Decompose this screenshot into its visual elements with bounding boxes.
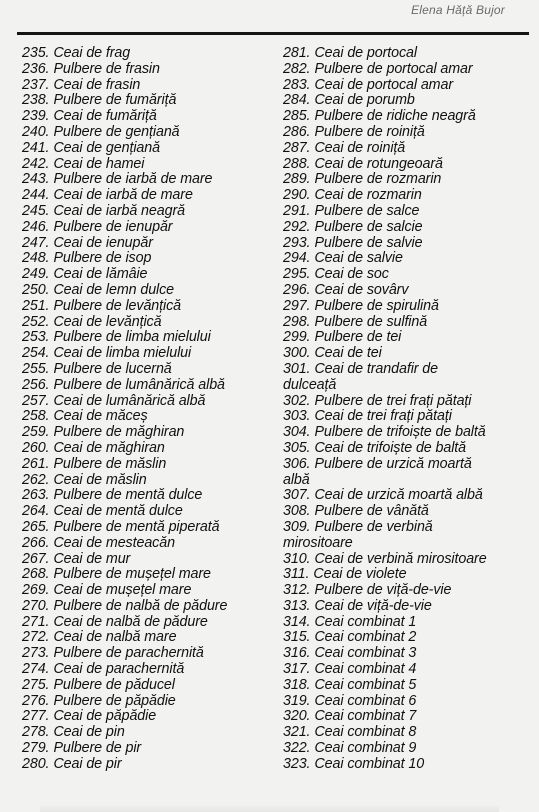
list-item [22,267,270,283]
item-label: Ceai de rotungeoară [314,155,443,172]
item-label: Pulbere de păducel [53,676,175,693]
item-number: 278. [22,724,50,741]
item-number: 284. [283,92,311,109]
item-label: Ceai de ienupăr [53,234,153,251]
item-label: Ceai de păpădie [53,708,157,725]
item-number: 289. [283,171,311,188]
item-number: 309. [283,518,311,535]
item-number: 235. [22,45,50,61]
item-number: 246. [22,218,50,235]
item-label: Ceai de rozmarin [314,187,422,204]
item-number: 252. [22,313,50,330]
item-number: 312. [283,582,311,599]
item-label: Ceai de sovârv [314,281,409,298]
item-label: Ceai combinat 3 [314,645,417,662]
item-label: Pulbere de mentă dulce [53,487,203,504]
item-label: Pulbere de mentă piperată [53,518,220,535]
item-number: 247. [22,234,50,251]
item-number: 261. [22,455,50,472]
item-label: Pulbere de nalbă de pădure [53,597,228,614]
item-number: 273. [22,645,50,662]
item-number: 305. [283,439,311,456]
list-item [283,709,533,725]
item-label: Ceai de frag [53,45,131,61]
item-label: Pulbere de salce [314,202,420,219]
item-number: 318. [283,676,311,693]
item-number: 242. [22,155,50,172]
item-number: 239. [22,108,50,125]
item-label: Pulbere de tei [314,329,402,346]
item-number: 306. [283,455,311,472]
item-label: Ceai de roiniță [314,139,406,156]
list-item [283,441,533,457]
list-item [283,520,533,536]
list-item [283,552,533,568]
item-number: 265. [22,518,50,535]
item-label: Pulbere de frasin [53,60,160,77]
list-item [22,346,270,362]
item-number: 297. [283,297,311,314]
list-item [22,520,270,536]
item-label: Pulbere de urzică moartă [314,455,472,472]
list-item [283,725,533,741]
item-label: Pulbere de măghiran [53,424,185,441]
item-label: Ceai de trei frați pătați [314,408,452,425]
item-number: 258. [22,408,50,425]
item-number: 266. [22,534,50,551]
list-item [22,188,270,204]
running-title: Elena Hăță Bujor [411,3,505,17]
item-number: 271. [22,613,50,630]
list-item [22,157,270,173]
item-number: 285. [283,108,311,125]
item-label: Ceai de levănțică [53,313,162,330]
list-item [22,536,270,552]
item-label: Pulbere de păpădie [53,692,176,709]
item-number: 299. [283,329,311,346]
list-item [283,283,533,299]
item-number: 262. [22,471,50,488]
page-bottom-shadow [40,804,499,812]
item-label: Ceai de urzică moartă albă [314,487,483,504]
list-item [283,78,533,94]
item-number: 254. [22,345,50,362]
list-item [283,204,533,220]
item-number: 248. [22,250,50,267]
item-label: Ceai combinat 7 [314,708,417,725]
list-item [22,330,270,346]
item-label: Pulbere de măslin [53,455,167,472]
item-number: 307. [283,487,311,504]
list-item [283,425,533,441]
list-item [22,662,270,678]
item-number: 287. [283,139,311,156]
item-number: 245. [22,202,50,219]
item-number: 253. [22,329,50,346]
list-item [22,630,270,646]
item-label: Ceai de mur [53,550,131,567]
item-label: Ceai de soc [314,266,389,283]
item-label-continuation: dulceață [283,376,337,393]
list-item [22,504,270,520]
item-number: 270. [22,597,50,614]
item-label: Ceai de verbină mirositoare [314,550,487,567]
item-label: Ceai de trifoiște de baltă [314,439,467,456]
list-item [283,220,533,236]
list-item [22,109,270,125]
list-item [283,694,533,710]
list-item [22,741,270,757]
item-label: Ceai de iarbă neagră [53,202,185,219]
item-label: Pulbere de vânătă [314,503,429,520]
item-label: Ceai de frasin [53,76,141,93]
item-label: Pulbere de portocal amar [314,60,473,77]
item-number: 314. [283,613,311,630]
item-number: 238. [22,92,50,109]
list-item [283,141,533,157]
item-number: 244. [22,187,50,204]
item-number: 237. [22,76,50,93]
list-item [283,567,533,583]
item-label: Pulbere de ridiche neagră [314,108,476,125]
item-number: 280. [22,755,50,772]
item-number: 260. [22,439,50,456]
item-label: Pulbere de fumăriță [53,92,177,109]
list-item [283,299,533,315]
item-number: 241. [22,139,50,156]
list-item [283,267,533,283]
item-number: 240. [22,123,50,140]
item-label: Ceai de salvie [314,250,403,267]
list-item [22,599,270,615]
item-label: Ceai combinat 5 [314,676,417,693]
list-item [22,204,270,220]
item-label: Pulbere de lumânărică albă [53,376,225,393]
item-label: Ceai de violete [313,566,407,583]
item-label: Pulbere de rozmarin [314,171,442,188]
item-number: 249. [22,266,50,283]
item-label: Ceai de lemn dulce [53,281,175,298]
item-label: Pulbere de gențiană [53,123,180,140]
item-number: 293. [283,234,311,251]
item-number: 288. [283,155,311,172]
item-label: Pulbere de parachernită [53,645,204,662]
item-number: 259. [22,424,50,441]
item-label: Ceai de măghiran [53,439,165,456]
list-item [22,646,270,662]
item-number: 303. [283,408,311,425]
item-number: 250. [22,281,50,298]
list-item [22,441,270,457]
list-item [22,93,270,109]
list-item [283,646,533,662]
item-label: Ceai de gențiană [53,139,160,156]
list-item [283,346,533,362]
item-number: 281. [283,45,311,61]
list-item [283,109,533,125]
list-item [22,615,270,631]
list-item [283,741,533,757]
item-label: Ceai de lumânărică albă [53,392,206,409]
item-label: Pulbere de ienupăr [53,218,173,235]
list-item [283,409,533,425]
list-item [22,46,270,62]
item-label: Ceai de mentă dulce [53,503,183,520]
list-item [22,425,270,441]
item-label: Pulbere de levănțică [53,297,181,314]
list-item [283,599,533,615]
item-number: 304. [283,424,311,441]
list-item [22,378,270,394]
item-number: 316. [283,645,311,662]
item-number: 251. [22,297,50,314]
list-item [283,630,533,646]
item-label: Pulbere de isop [53,250,152,267]
list-item [22,488,270,504]
item-number: 291. [283,202,311,219]
item-label-continuation: mirositoare [283,534,353,551]
item-label: Ceai de hamei [53,155,145,172]
item-number: 256. [22,376,50,393]
item-number: 255. [22,360,50,377]
item-number: 296. [283,281,311,298]
list-item [283,678,533,694]
item-number: 295. [283,266,311,283]
item-label: Pulbere de trifoiște de baltă [314,424,486,441]
list-item [22,220,270,236]
item-number: 274. [22,661,50,678]
list-item [283,583,533,599]
item-label: Pulbere de verbină [314,518,433,535]
item-label: Ceai combinat 1 [314,613,417,630]
item-label: Ceai de parachernită [53,661,185,678]
item-label: Ceai combinat 8 [314,724,417,741]
item-number: 286. [283,123,311,140]
list-item [22,251,270,267]
item-label: Pulbere de viță-de-vie [314,582,452,599]
item-number: 269. [22,582,50,599]
list-item [22,567,270,583]
item-number: 276. [22,692,50,709]
item-label: Ceai de tei [314,345,382,362]
item-label-continuation: albă [283,471,310,488]
item-label: Ceai de lămâie [53,266,148,283]
item-label: Pulbere de lucernă [53,360,172,377]
item-label: Pulbere de trei frați pătați [314,392,472,409]
right-column [283,46,533,773]
list-item [283,236,533,252]
item-number: 320. [283,708,311,725]
item-label: Pulbere de iarbă de mare [53,171,213,188]
item-number: 317. [283,661,311,678]
item-number: 308. [283,503,311,520]
item-number: 264. [22,503,50,520]
item-label: Ceai de portocal [314,45,417,61]
item-label: Ceai de pin [53,724,125,741]
list-item [22,678,270,694]
list-item [283,757,533,773]
list-item [22,78,270,94]
item-number: 298. [283,313,311,330]
list-item [22,236,270,252]
item-label: Ceai de trandafir de [314,360,439,377]
list-item [22,394,270,410]
item-number: 283. [283,76,311,93]
list-item [283,93,533,109]
list-item [283,46,533,62]
list-item [283,488,533,504]
list-item [22,583,270,599]
item-number: 323. [283,755,311,772]
list-item [22,362,270,378]
item-label: Ceai de nalbă mare [53,629,177,646]
list-item [283,615,533,631]
list-item [22,473,270,489]
item-number: 313. [283,597,311,614]
item-label: Ceai de măceș [53,408,148,425]
item-label: Ceai de măslin [53,471,147,488]
item-number: 243. [22,171,50,188]
left-column [22,46,270,773]
list-item [22,299,270,315]
item-label: Ceai combinat 2 [314,629,417,646]
item-number: 310. [283,550,311,567]
list-item [283,157,533,173]
item-label: Pulbere de mușețel mare [53,566,211,583]
item-number: 236. [22,60,50,77]
item-number: 290. [283,187,311,204]
list-item [283,394,533,410]
list-item [22,457,270,473]
list-item [22,172,270,188]
item-number: 257. [22,392,50,409]
item-label: Pulbere de sulfină [314,313,428,330]
list-item [22,62,270,78]
list-item [283,504,533,520]
list-item [22,125,270,141]
item-label: Ceai de pir [53,755,122,772]
list-item [283,125,533,141]
item-label: Ceai de mesteacăn [53,534,175,551]
item-number: 300. [283,345,311,362]
item-label: Ceai de mușețel mare [53,582,192,599]
item-label: Pulbere de salvie [314,234,423,251]
list-item [283,172,533,188]
item-label: Ceai combinat 10 [314,755,425,772]
item-label: Ceai de porumb [314,92,415,109]
item-label: Ceai de portocal amar [314,76,453,93]
list-item [283,188,533,204]
list-item [283,362,533,378]
item-label: Pulbere de salcie [314,218,423,235]
list-item [283,330,533,346]
item-number: 301. [283,360,311,377]
list-item [22,552,270,568]
item-number: 267. [22,550,50,567]
list-item [22,315,270,331]
list-item [22,709,270,725]
header-rule [17,32,529,35]
list-item [22,757,270,773]
item-label: Ceai de iarbă de mare [53,187,193,204]
item-number: 275. [22,676,50,693]
list-item [22,725,270,741]
item-label: Ceai de limba mielului [53,345,192,362]
item-number: 315. [283,629,311,646]
item-number: 272. [22,629,50,646]
item-label: Ceai de fumăriță [53,108,157,125]
list-item [283,315,533,331]
item-number: 322. [283,740,311,757]
list-item [22,141,270,157]
list-item [22,409,270,425]
item-number: 294. [283,250,311,267]
item-number: 263. [22,487,50,504]
item-label: Pulbere de limba mielului [53,329,211,346]
item-label: Ceai combinat 4 [314,661,417,678]
item-label: Ceai combinat 6 [314,692,417,709]
list-item [22,283,270,299]
item-number: 282. [283,60,311,77]
item-number: 279. [22,740,50,757]
item-number: 321. [283,724,311,741]
item-label: Ceai de viță-de-vie [314,597,432,614]
item-number: 302. [283,392,311,409]
item-label: Pulbere de pir [53,740,142,757]
item-number: 268. [22,566,50,583]
item-number: 319. [283,692,311,709]
item-number: 277. [22,708,50,725]
item-label: Ceai de nalbă de pădure [53,613,208,630]
item-label: Pulbere de roiniță [314,123,425,140]
item-label: Pulbere de spirulină [314,297,439,314]
list-item [283,62,533,78]
list-item [283,251,533,267]
list-item [283,662,533,678]
list-item [22,694,270,710]
item-number: 311. [283,566,310,583]
item-label: Ceai combinat 9 [314,740,417,757]
item-number: 292. [283,218,311,235]
list-item [283,457,533,473]
